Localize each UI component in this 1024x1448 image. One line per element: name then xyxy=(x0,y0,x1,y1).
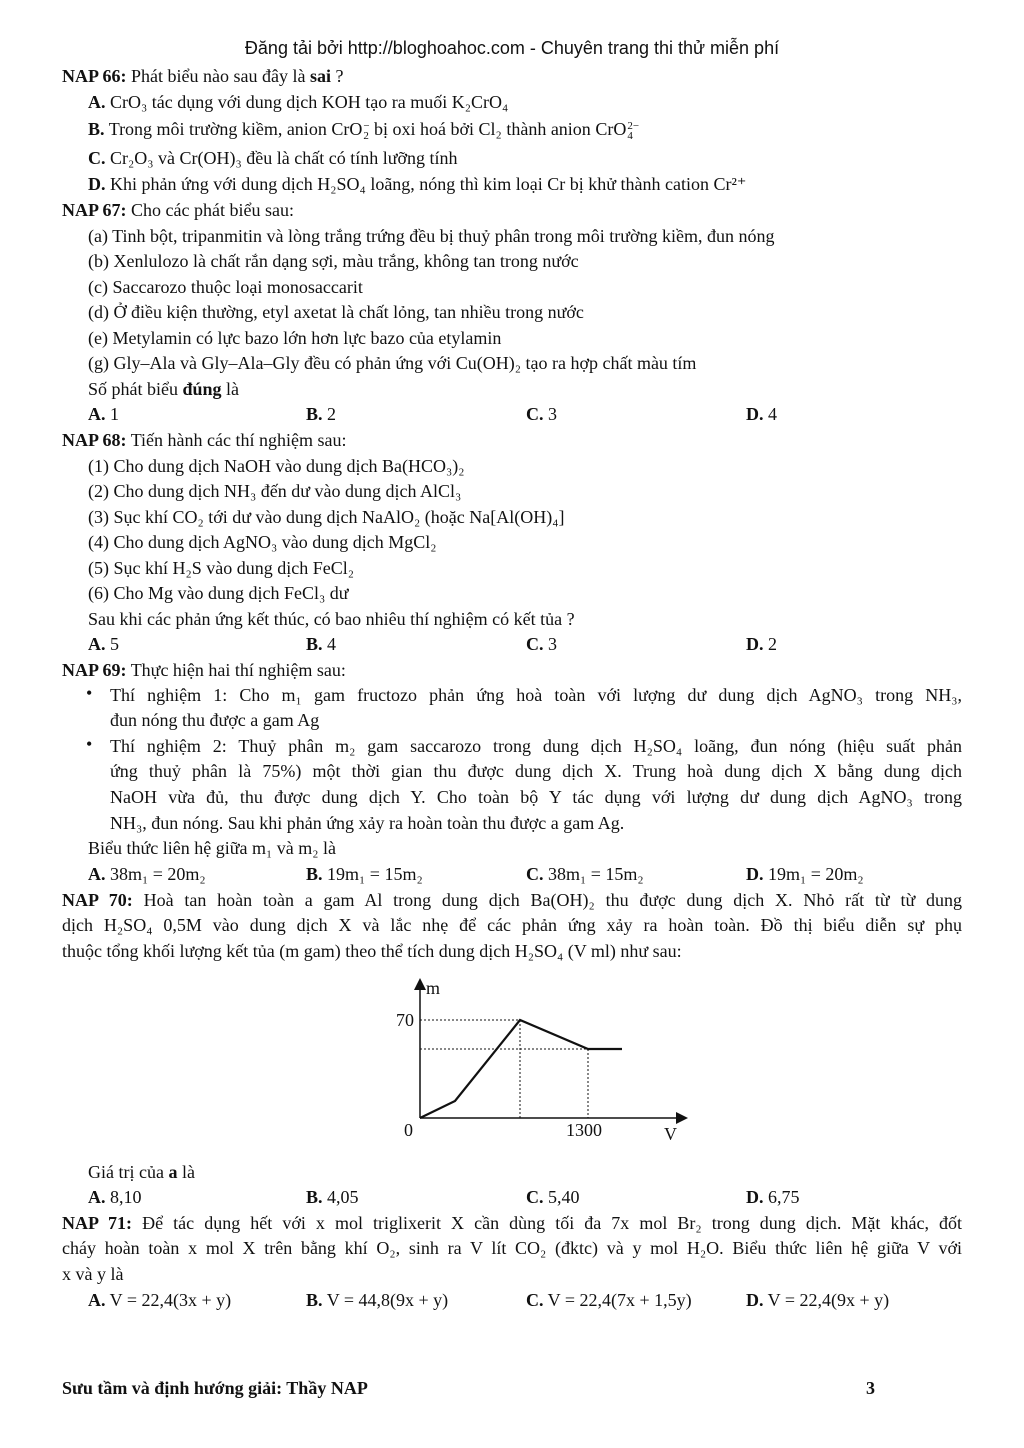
q70-line1-text: Hoà tan hoàn toàn a gam Al trong dung dịch Ba(OH)₂ thu được dung dịch X. Nhỏ rất từ từ dung xyxy=(143,890,963,910)
q67-item: (b) Xenlulozo là chất rắn dạng sợi, màu trắng, không tan trong nước xyxy=(88,251,579,271)
q67-stem xyxy=(62,198,294,222)
q66-b-ion2-index: 4 xyxy=(627,129,633,142)
option-label: D. xyxy=(746,1187,764,1207)
q69-question: Biểu thức liên hệ giữa m₁ và m₂ là xyxy=(88,838,337,858)
q66-option-c xyxy=(88,146,458,170)
q68-item: (6) Cho Mg vào dung dịch FeCl₃ dư xyxy=(88,583,349,603)
option-text: V = 22,4(3x + y) xyxy=(105,1290,232,1310)
q67-item: (e) Metylamin có lực bazo lớn hơn lực bazo của etylamin xyxy=(88,328,502,348)
option-label: C. xyxy=(526,634,544,654)
q67-ask-text: Số phát biểu xyxy=(88,379,183,399)
q71-line1 xyxy=(62,1211,962,1235)
q69-exp2-line: NH₃, đun nóng. Sau khi phản ứng xảy ra hoàn toàn thu được a gam Ag. xyxy=(110,813,625,833)
q70-graph xyxy=(390,972,700,1152)
option-text: V = 22,4(7x + 1,5y) xyxy=(543,1290,692,1310)
q66-b-ion1-index: 2 xyxy=(363,129,369,142)
q70-option-a xyxy=(88,1185,142,1209)
option-text: 38m₁ = 15m₂ xyxy=(543,864,644,884)
q67-option-c xyxy=(526,402,557,426)
option-label: A. xyxy=(88,1290,106,1310)
q67-option-d xyxy=(746,402,777,426)
q71-option-a xyxy=(88,1288,231,1312)
option-label: D. xyxy=(746,1290,764,1310)
q66-b-label: B. xyxy=(88,119,105,139)
option-label: A. xyxy=(88,634,106,654)
q67-ask-bold: đúng xyxy=(182,379,222,399)
q67-item: (c) Saccarozo thuộc loại monosaccarit xyxy=(88,277,363,297)
option-label: B. xyxy=(306,1290,323,1310)
x-axis-label: V xyxy=(664,1124,677,1144)
option-label: A. xyxy=(88,864,106,884)
option-text: 2 xyxy=(763,634,777,654)
q68-item: (2) Cho dung dịch NH₃ đến dư vào dung dịch AlCl₃ xyxy=(88,481,462,501)
q68-label: NAP 68: xyxy=(62,430,127,450)
q70-label: NAP 70: xyxy=(62,890,133,910)
option-text: 5 xyxy=(105,634,119,654)
q66-option-a xyxy=(88,90,508,114)
option-text: 4,05 xyxy=(322,1187,359,1207)
q66-d-text: Khi phản ứng với dung dịch H₂SO₄ loãng, nóng thì kim loại Cr bị khử thành cation Cr²⁺ xyxy=(110,174,747,194)
q68-option-d xyxy=(746,632,777,656)
q69-exp2-line: ứng thuỷ phân là 75%) một thời gian thu được dung dịch X. Trung hoà dung dịch X bằng dung dịch xyxy=(110,761,962,781)
x-tick-1300: 1300 xyxy=(566,1120,602,1140)
page-header: Đăng tải bởi http://bloghoahoc.com - Chuyên trang thi thử miễn phí xyxy=(244,38,780,58)
option-label: A. xyxy=(88,1187,106,1207)
option-text: 8,10 xyxy=(105,1187,142,1207)
q70-ask-end: là xyxy=(177,1162,195,1182)
q68-option-a xyxy=(88,632,119,656)
q66-option-d xyxy=(88,172,746,196)
q66-b-ion2-charge: 2− xyxy=(627,119,640,132)
option-label: D. xyxy=(746,634,764,654)
q70-line1 xyxy=(62,888,962,912)
option-text: 5,40 xyxy=(543,1187,580,1207)
q67-ask-end: là xyxy=(221,379,240,399)
q70-ask-bold: a xyxy=(168,1162,178,1182)
y-tick-70: 70 xyxy=(396,1010,414,1030)
q69-option-b xyxy=(306,862,423,886)
option-label: D. xyxy=(746,404,764,424)
q71-option-c xyxy=(526,1288,692,1312)
option-text: 1 xyxy=(105,404,119,424)
q71-line3: x và y là xyxy=(62,1264,124,1284)
q68-item: (1) Cho dung dịch NaOH vào dung dịch Ba(HCO₃)₂ xyxy=(88,456,465,476)
option-label: C. xyxy=(526,1290,544,1310)
q69-exp1-line: Thí nghiệm 1: Cho m₁ gam fructozo phản ứng hoà toàn với lượng dư dung dịch AgNO₃ trong NH₃, xyxy=(110,685,962,705)
q68-item: (5) Sục khí H₂S vào dung dịch FeCl₂ xyxy=(88,558,355,578)
q69-exp2-line: Thí nghiệm 2: Thuỷ phân m₂ gam saccarozo trong dung dịch H₂SO₄ loãng, đun nóng (hiệu suất phản xyxy=(110,736,962,756)
option-text: 19m₁ = 15m₂ xyxy=(322,864,423,884)
q66-label: NAP 66: xyxy=(62,66,127,86)
q66-c-label: C. xyxy=(88,148,106,168)
q68-item: (4) Cho dung dịch AgNO₃ vào dung dịch MgCl₂ xyxy=(88,532,437,552)
q68-question: Sau khi các phản ứng kết thúc, có bao nhiêu thí nghiệm có kết tủa ? xyxy=(88,609,575,629)
precipitate-curve xyxy=(420,1020,622,1118)
option-text: 4 xyxy=(322,634,337,654)
q71-line1-text: Để tác dụng hết với x mol triglixerit X cần dùng tối đa 7x mol Br₂ trong dung dịch. Mặt khác, đốt xyxy=(142,1213,963,1233)
bullet-icon: • xyxy=(86,734,93,754)
q66-b-ion1-charge: − xyxy=(363,119,370,132)
q71-label: NAP 71: xyxy=(62,1213,133,1233)
page-number: 3 xyxy=(866,1378,875,1398)
q68-stem xyxy=(62,428,347,452)
q71-option-b xyxy=(306,1288,448,1312)
option-text: 3 xyxy=(543,634,557,654)
q69-option-c xyxy=(526,862,644,886)
q66-a-text: CrO₃ tác dụng với dung dịch KOH tạo ra muối K₂CrO₄ xyxy=(110,92,509,112)
option-text: 4 xyxy=(763,404,777,424)
y-axis-label: m xyxy=(426,978,441,998)
option-text: 2 xyxy=(322,404,337,424)
option-text: 3 xyxy=(543,404,557,424)
q66-b-ion1: CrO xyxy=(331,119,363,139)
q71-option-d xyxy=(746,1288,889,1312)
q70-option-b xyxy=(306,1185,359,1209)
q67-item: (d) Ở điều kiện thường, etyl axetat là chất lỏng, tan nhiều trong nước xyxy=(88,302,584,322)
option-text: V = 44,8(9x + y) xyxy=(322,1290,449,1310)
q66-b-text1: Trong môi trường kiềm, anion xyxy=(108,119,332,139)
q69-exp1-line: đun nóng thu được a gam Ag xyxy=(110,710,320,730)
q66-b-ion2: CrO xyxy=(595,119,627,139)
option-label: C. xyxy=(526,1187,544,1207)
q66-stem-end: ? xyxy=(330,66,344,86)
q67-label: NAP 67: xyxy=(62,200,127,220)
origin-label: 0 xyxy=(404,1120,413,1140)
q66-c-text: Cr₂O₃ và Cr(OH)₃ đều là chất có tính lưỡng tính xyxy=(110,148,458,168)
q67-option-b xyxy=(306,402,336,426)
q68-stem-text: Tiến hành các thí nghiệm sau: xyxy=(130,430,347,450)
q71-line2: cháy hoàn toàn x mol X trên bằng khí O₂, sinh ra V lít CO₂ (đktc) và y mol H₂O. Biểu thức liên hệ giữa V với xyxy=(62,1238,962,1258)
q70-option-d xyxy=(746,1185,800,1209)
q67-stem-text: Cho các phát biểu sau: xyxy=(131,200,294,220)
option-label: B. xyxy=(306,404,323,424)
q67-item: (g) Gly–Ala và Gly–Ala–Gly đều có phản ứng với Cu(OH)₂ tạo ra hợp chất màu tím xyxy=(88,353,697,373)
q69-label: NAP 69: xyxy=(62,660,127,680)
q67-option-a xyxy=(88,402,119,426)
q68-option-c xyxy=(526,632,557,656)
q66-stem xyxy=(62,64,343,88)
option-label: B. xyxy=(306,864,323,884)
q69-stem-text: Thực hiện hai thí nghiệm sau: xyxy=(130,660,346,680)
q67-question xyxy=(88,377,239,401)
q66-a-label: A. xyxy=(88,92,106,112)
q68-item: (3) Sục khí CO₂ tới dư vào dung dịch NaAlO₂ (hoặc Na[Al(OH)₄] xyxy=(88,507,565,527)
option-text: 19m₁ = 20m₂ xyxy=(763,864,864,884)
page-footer: Sưu tầm và định hướng giải: Thầy NAP xyxy=(62,1378,368,1398)
q68-option-b xyxy=(306,632,336,656)
option-text: 6,75 xyxy=(763,1187,800,1207)
option-label: B. xyxy=(306,634,323,654)
q66-option-b xyxy=(88,117,639,141)
option-text: 38m₁ = 20m₂ xyxy=(105,864,206,884)
q66-stem-text: Phát biểu nào sau đây là xyxy=(131,66,310,86)
q66-stem-bold: sai xyxy=(309,66,331,86)
q66-b-text2: bị oxi hoá bởi Cl₂ thành anion xyxy=(369,119,596,139)
option-text: V = 22,4(9x + y) xyxy=(763,1290,890,1310)
q69-option-a xyxy=(88,862,206,886)
option-label: B. xyxy=(306,1187,323,1207)
q70-line2: dịch H₂SO₄ 0,5M vào dung dịch X và lắc nhẹ để các phản ứng xảy ra hoàn toàn. Đồ thị biểu diễn sự phụ xyxy=(62,915,962,935)
q70-line3: thuộc tổng khối lượng kết tủa (m gam) theo thể tích dung dịch H₂SO₄ (V ml) như sau: xyxy=(62,941,682,961)
q70-option-c xyxy=(526,1185,580,1209)
q69-option-d xyxy=(746,862,864,886)
q69-exp2-line: NaOH vừa đủ, thu được dung dịch Y. Cho toàn bộ Y tác dụng với lượng dư dung dịch AgNO₃ trong xyxy=(110,787,962,807)
option-label: A. xyxy=(88,404,106,424)
option-label: C. xyxy=(526,864,544,884)
q70-ask-text: Giá trị của xyxy=(88,1162,169,1182)
q67-item: (a) Tinh bột, tripanmitin và lòng trắng trứng đều bị thuỷ phân trong môi trường kiềm, đun nóng xyxy=(88,226,775,246)
option-label: D. xyxy=(746,864,764,884)
option-label: C. xyxy=(526,404,544,424)
q69-stem xyxy=(62,658,346,682)
q66-d-label: D. xyxy=(88,174,106,194)
bullet-icon: • xyxy=(86,683,93,703)
q70-question xyxy=(88,1160,195,1184)
